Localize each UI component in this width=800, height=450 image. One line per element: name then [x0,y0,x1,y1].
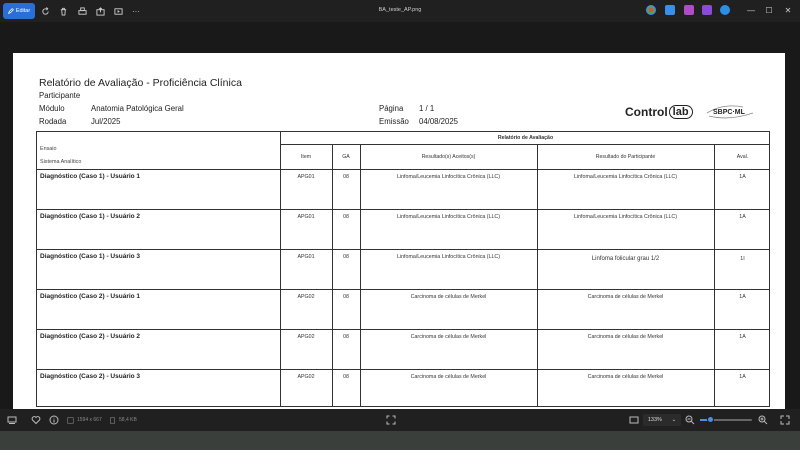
clipchamp-app-icon[interactable] [702,5,712,15]
fit-to-window-icon[interactable] [386,415,396,425]
col-header-participant: Resultado do Participante [595,154,656,160]
window-title: BA_teste_AP.png [378,7,422,13]
cell-participant: Carcinoma de células de Merkel [587,334,664,340]
report-page [13,53,785,423]
cell-ga: 08 [343,214,349,220]
editor-app-icon[interactable] [684,5,694,15]
file-size-icon [109,417,116,424]
more-icon[interactable]: ··· [132,6,140,16]
info-icon[interactable] [49,415,59,425]
svg-text:SBPC·ML: SBPC·ML [713,109,745,116]
zoom-in-icon[interactable] [758,415,768,425]
cell-participant: Carcinoma de células de Merkel [587,374,664,380]
cell-accepted: Carcinoma de células de Merkel [410,294,487,300]
chevron-down-icon: ⌄ [671,417,677,423]
participant-label: Participante [39,91,81,100]
zoom-select[interactable] [643,414,681,426]
edit-button-label: Editar [15,8,31,14]
col-header-eval: Aval. [736,154,749,160]
cell-accepted: Carcinoma de células de Merkel [410,334,487,340]
issue-value: 04/08/2025 [419,117,459,126]
issue-label: Emissão [379,117,409,126]
minimize-button[interactable]: — [747,6,755,15]
row-label: Diagnóstico (Caso 1) - Usuário 3 [40,253,141,260]
cell-ga: 08 [343,334,349,340]
top-toolbar [0,0,800,22]
cell-ga: 08 [343,174,349,180]
photos-app-icon[interactable] [665,5,675,15]
row-label: Diagnóstico (Caso 2) - Usuário 3 [40,373,141,380]
filmstrip-icon[interactable] [7,415,17,425]
cell-accepted: Linfoma/Leucemia Linfocítica Crônica (LLC) [396,174,501,180]
favorite-icon[interactable] [31,415,41,425]
cell-eval: 1I [740,256,745,262]
round-value: Jul/2025 [91,117,121,126]
cell-item: APG02 [297,374,315,380]
row-label: Diagnóstico (Caso 1) - Usuário 1 [40,173,141,180]
module-value: Anatomia Patológica Geral [91,104,184,113]
analytic-system-header: Sistema Analítico [40,159,82,165]
cell-accepted: Linfoma/Leucemia Linfocítica Crônica (LLC) [396,254,501,260]
zoom-out-icon[interactable] [685,415,695,425]
row-label: Diagnóstico (Caso 2) - Usuário 2 [40,333,141,340]
module-label: Módulo [39,104,65,113]
taskbar [0,431,800,450]
row-label: Diagnóstico (Caso 2) - Usuário 1 [40,293,141,300]
cell-ga: 08 [343,294,349,300]
cell-eval: 1A [739,294,746,300]
col-header-item: Item [300,154,312,160]
cell-participant: Linfoma/Leucemia Linfocítica Crônica (LLC) [573,174,678,180]
zoom-value: 133% [647,417,662,423]
sbpc-ml-logo [703,101,759,123]
report-title: Relatório de Avaliação - Proficiência Clínica [39,77,242,89]
cell-item: APG01 [297,174,315,180]
evaluation-table [36,131,770,407]
cell-item: APG01 [297,214,315,220]
round-label: Rodada [39,117,67,126]
cell-eval: 1A [739,334,746,340]
dimensions-icon [67,417,74,424]
zoom-slider[interactable] [700,419,752,421]
cell-accepted: Linfoma/Leucemia Linfocítica Crônica (LLC) [396,214,501,220]
onedrive-icon[interactable] [720,5,730,15]
cell-item: APG02 [297,294,315,300]
col-header-accepted: Resultado(s) Aceitos(s) [421,154,476,160]
maximize-button[interactable]: ☐ [765,6,773,15]
status-bar [0,409,800,431]
cell-eval: 1A [739,214,746,220]
fullscreen-icon[interactable] [780,415,790,425]
image-viewer [0,22,800,409]
cell-ga: 08 [343,374,349,380]
close-button[interactable]: ✕ [784,6,792,15]
cell-participant: Carcinoma de células de Merkel [587,294,664,300]
cell-participant: Linfoma folicular grau 1/2 [591,256,660,262]
col-header-ga: GA [342,154,350,160]
cell-item: APG02 [297,334,315,340]
browser-app-icon[interactable] [646,5,656,15]
image-dimensions: 1594 x 667 [77,417,102,423]
row-label: Diagnóstico (Caso 1) - Usuário 2 [40,213,141,220]
cell-item: APG01 [297,254,315,260]
cell-eval: 1A [739,174,746,180]
file-size: 58,4 KB [119,417,137,423]
actual-size-icon[interactable] [629,415,639,425]
cell-participant: Linfoma/Leucemia Linfocítica Crônica (LLC) [573,214,678,220]
page-value: 1 / 1 [419,104,435,113]
assay-header: Ensaio [40,146,57,152]
page-label: Página [379,104,404,113]
zoom-slider-thumb[interactable] [707,416,714,423]
table-group-header: Relatório de Avaliação [497,135,554,141]
cell-eval: 1A [739,374,746,380]
cell-accepted: Carcinoma de células de Merkel [410,374,487,380]
cell-ga: 08 [343,254,349,260]
controllab-logo: Control lab [625,105,693,119]
